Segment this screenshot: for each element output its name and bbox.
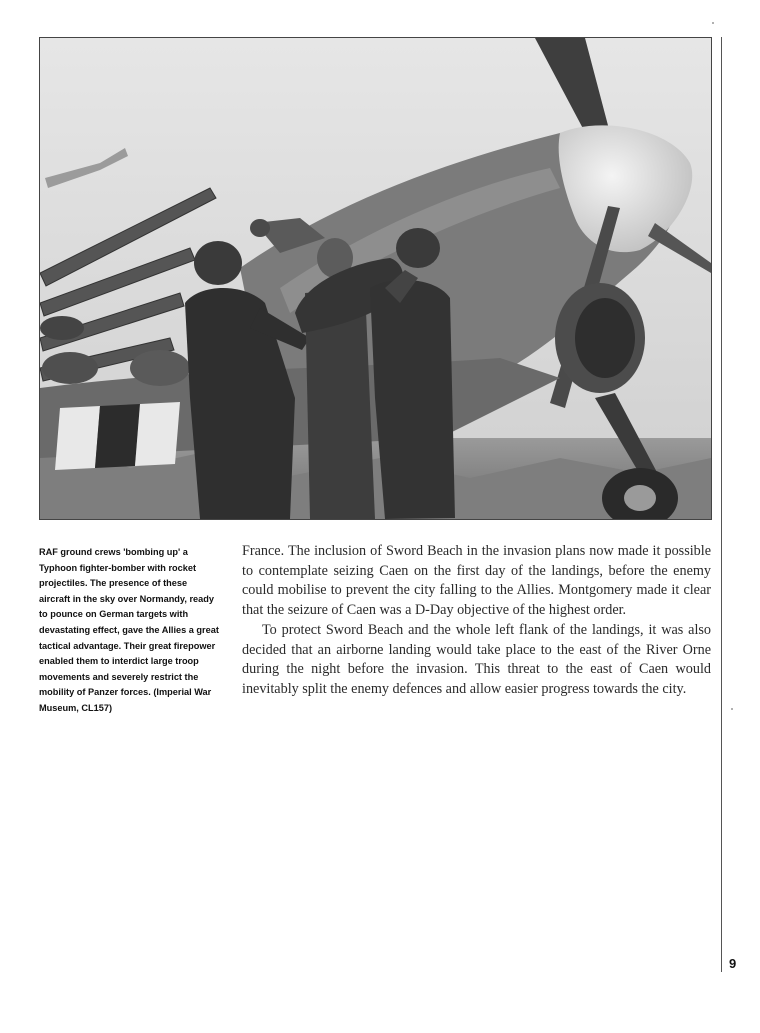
body-text	[242, 542, 711, 700]
photo-caption: RAF ground crews 'bombing up' a Typhoon fighter-bomber with rocket projectiles. The presence of these aircraft in the sky over Normandy, ready to pounce on German targets with devastating effect, gave the Allies a great tactical advantage. Their great firepower enabled them to interdict large troop movements and severely restrict the mobility of Panzer forces. (Imperial War Museum, CL157)	[39, 547, 219, 713]
scan-speck	[712, 22, 714, 24]
page-number: 9	[729, 956, 737, 971]
scan-speck	[731, 708, 733, 710]
photograph-typhoon-ground-crew	[39, 37, 712, 520]
typhoon-photo-illustration	[40, 38, 711, 519]
body-paragraph-1: France. The inclusion of Sword Beach in the invasion plans now made it possible to contemplate seizing Caen on the first day of the landings, before the enemy could mobilise to prevent the city falling to the Allies. Montgomery made it clear that the seizure of Caen was a D-Day objective of the highest order.	[242, 543, 711, 619]
margin-rule	[721, 37, 722, 972]
body-paragraph-2: To protect Sword Beach and the whole left flank of the landings, it was also decided that an airborne landing would take place to the east of the River Orne during the night before the invasion. This threat to the east of Caen would inevitably split the enemy defences and allow easier progress towards the city.	[242, 621, 711, 697]
